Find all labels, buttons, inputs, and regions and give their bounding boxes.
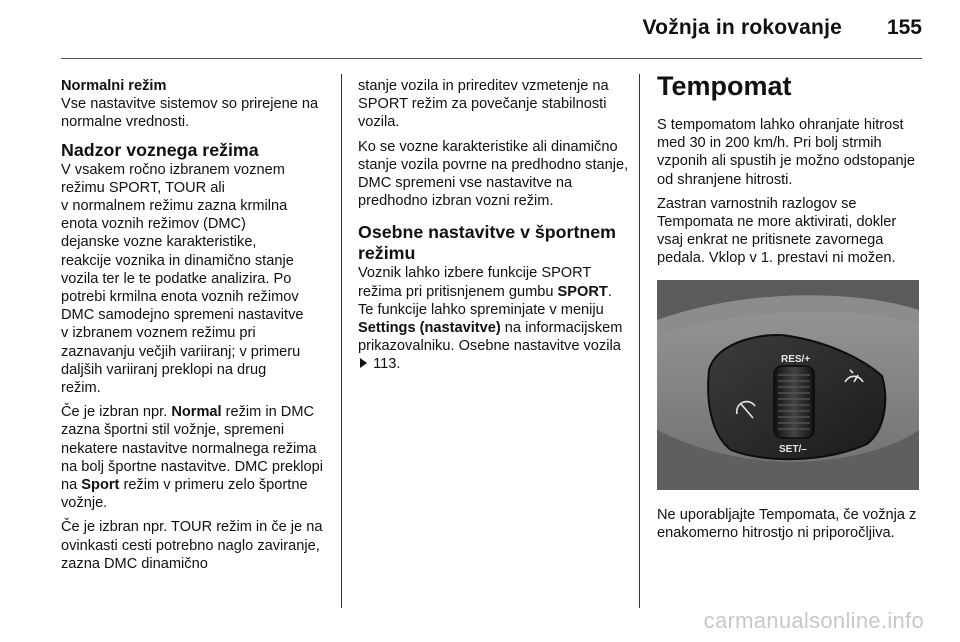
- column-3: [657, 70, 922, 548]
- res-label: RES/+: [781, 353, 811, 365]
- watermark: carmanualsonline.info: [703, 608, 924, 633]
- paragraph-return-to-mode: Ko se vozne karakteristike ali dinamično stanje vozila povrne na predhodno stanje, DMC spremeni vse nastavitve na predhodno izbran vozni režim.: [358, 138, 629, 210]
- paragraph-personal-settings: Voznik lahko izbere funkcije SPORT režima pri pritisnjenem gumbu SPORT. Te funkcije lahko spreminjate v meniju Settings (nastavitve) na informacijskem prikazovalniku. Osebne nastavitve vozila 113.: [358, 265, 623, 373]
- paragraph-continuation: stanje vozila in prireditev vzmetenje na SPORT režim za povečanje stabilnosti vozila.: [358, 78, 609, 131]
- header-rule: [61, 58, 922, 59]
- heading-drive-mode-control: Nadzor voznega režima: [61, 139, 259, 160]
- heading-personal-settings: Osebne nastavitve v športnem režimu: [358, 222, 616, 264]
- column-divider-2: [639, 74, 640, 608]
- page-reference-icon: [360, 358, 367, 368]
- heading-cruise-control: Tempomat: [657, 71, 792, 101]
- page-number: 155: [886, 16, 922, 39]
- column-divider-1: [341, 74, 342, 608]
- paragraph-cruise-intro: S tempomatom lahko ohranjate hitrost med 30 in 200 km/h. Pri bolj strmih vzponih ali spustih je možno odstopanje od shranjene hitrosti.: [657, 117, 915, 188]
- column-1: [61, 77, 333, 579]
- paragraph-cruise-safety: Zastran varnostnih razlogov se Tempomata ne more aktivirati, dokler vsaj enkrat ne pritisnete zavornega pedala. Vklop v 1. prestavi ni možen.: [657, 195, 897, 267]
- page-header: [0, 0, 960, 60]
- heading-normal-mode: Normalni režim: [61, 78, 167, 94]
- paragraph-tour-example: Če je izbran npr. TOUR režim in če je na ovinkasti cesti potrebno naglo zaviranje, zazna DMC dinamično: [61, 519, 323, 572]
- paragraph-drive-mode-control: V vsakem ročno izbranem voznem režimu SPORT, TOUR ali v normalnem režimu zazna krmilna enota voznih režimov (DMC) dejanske vozne karakteristike, reakcije voznika in dinamično stanje vozila ter le te podatke analizira. Po potrebi krmilna enota voznih režimov DMC samodejno spremeni nastavitve v izbranem voznem režimu pri zaznavanju večjih variiranj; v primeru daljših variiranj preklopi na drug režim.: [61, 161, 304, 397]
- paragraph-normal-example: Če je izbran npr. Normal režim in DMC zazna športni stil vožnje, spremeni nekatere nastavitve normalnega režima na bolj športne nastavitve. DMC preklopi na Sport režim v primeru zelo športne vožnje.: [61, 404, 324, 512]
- page-reference: 113.: [373, 356, 401, 373]
- steering-wheel-controls-photo: [657, 280, 919, 490]
- paragraph-cruise-advice: Ne uporabljajte Tempomata, če vožnja z enakomerno hitrostjo ni priporočljiva.: [657, 506, 917, 541]
- section-title: Vožnja in rokovanje: [642, 16, 842, 39]
- column-2: [358, 77, 630, 380]
- set-label: SET/–: [779, 443, 807, 455]
- paragraph-normal-mode: Vse nastavitve sistemov so prirejene na normalne vrednosti.: [61, 96, 319, 131]
